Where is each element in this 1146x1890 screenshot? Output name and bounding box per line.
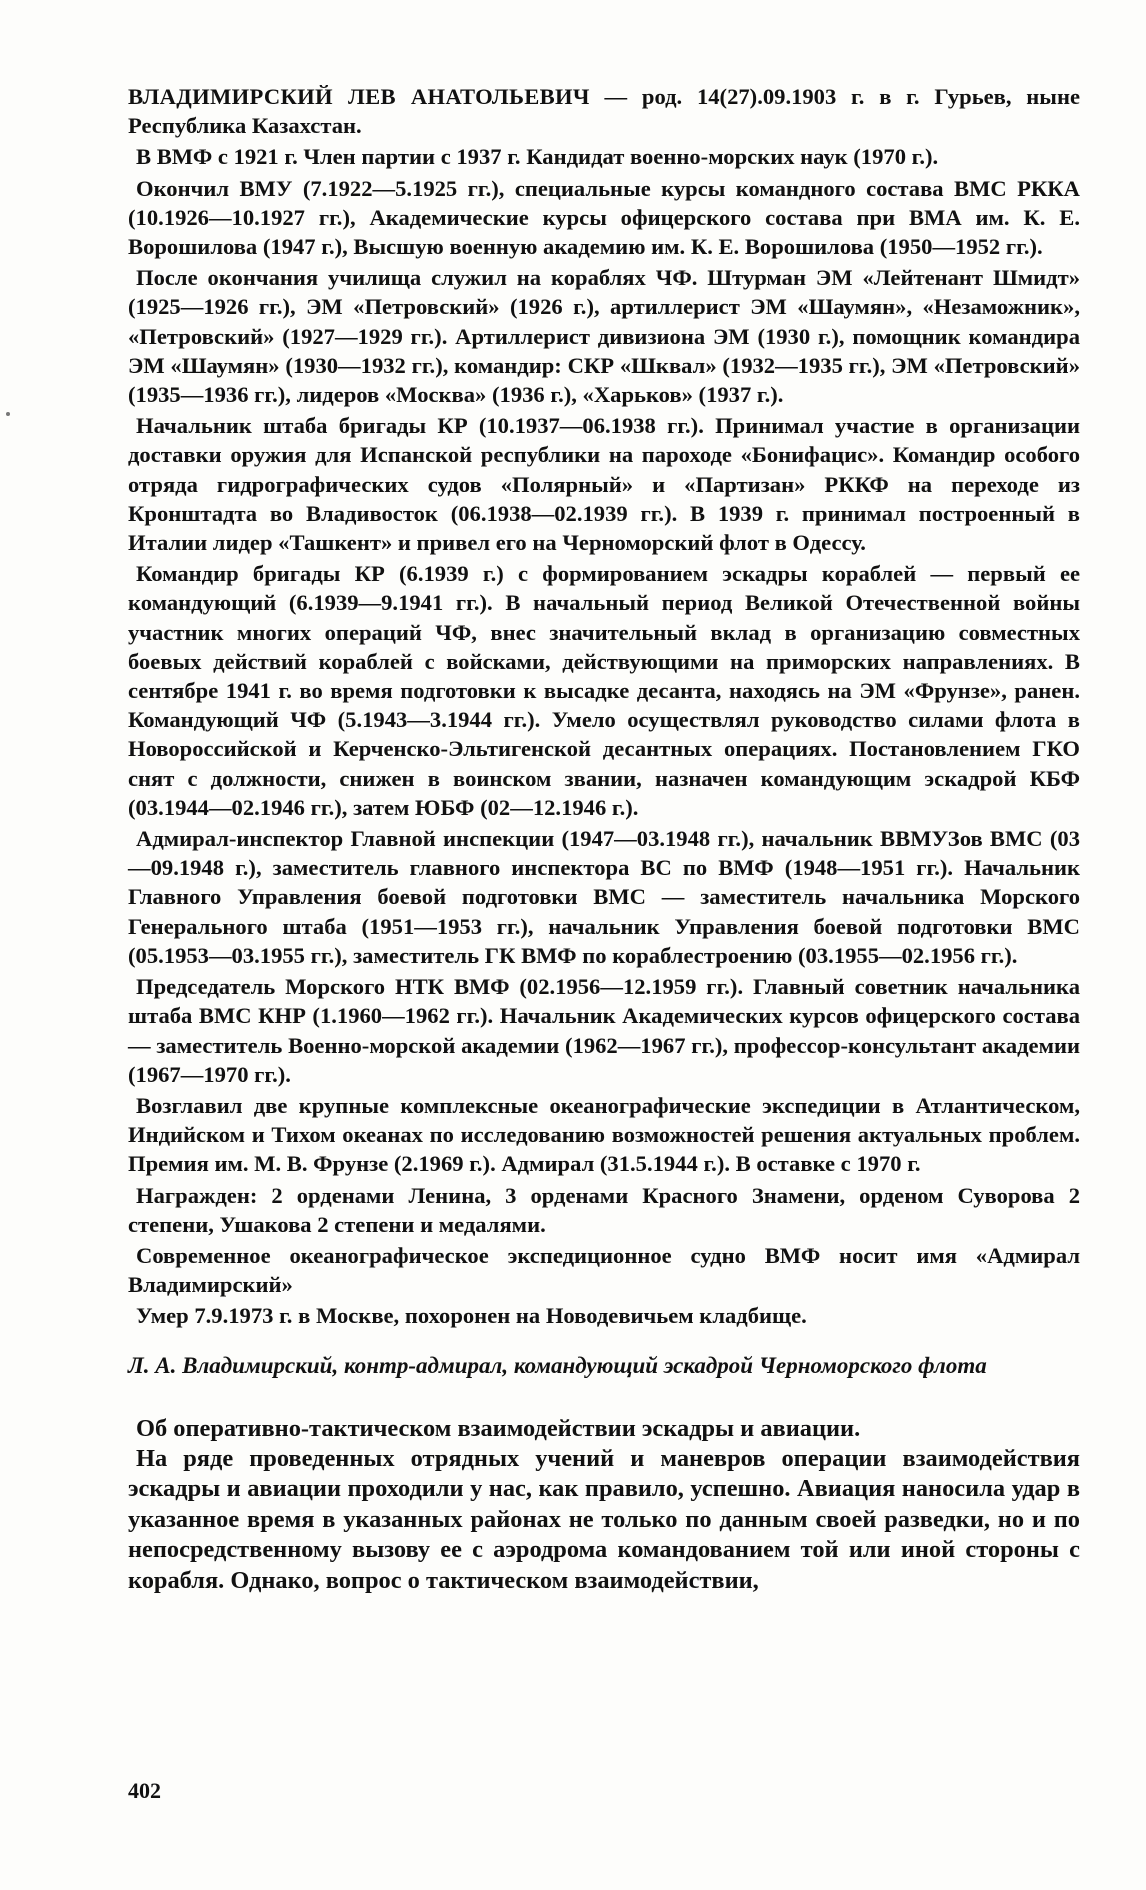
biography-entry [128,82,1080,1331]
paragraph-education: Окончил ВМУ (7.1922—5.1925 гг.), специальные курсы командного состава ВМС РККА (10.1926—10.1927 гг.), Академические курсы офицерского состава при ВМА им. К. Е. Ворошилова (1947 г.), Высшую военную академию им. К. Е. Ворошилова (1950—1952 гг.). [128,175,1080,260]
print-speck [6,412,10,416]
paragraph-war-years: Командир бригады КР (6.1939 г.) с формированием эскадры кораблей — первый ее командующий (6.1939—9.1941 гг.). В начальный период Великой Отечественной войны участник многих операций ЧФ, внес значительный вклад в организацию совместных боевых действий кораблей с войсками, действующими на приморских направлениях. В сентябре 1941 г. во время подготовки к высадке десанта, находясь на ЭМ «Фрунзе», ранен. Командующий ЧФ (5.1943—3.1944 гг.). Умело осуществлял руководство силами флота в Новороссийской и Керченско-Эльтигенской десантных операциях. Постановлением ГКО снят с должности, снижен в воинском звании, назначен командующим эскадрой КБФ (03.1944—02.1946 гг.), затем ЮБФ (02—12.1946 г.). [128,561,1080,820]
paragraph-postwar: Адмирал-инспектор Главной инспекции (1947—03.1948 гг.), начальник ВВМУЗов ВМС (03—09.1948 г.), заместитель главного инспектора ВС по ВМФ (1948—1951 гг.). Начальник Главного Управления боевой подготовки ВМС — заместитель начальника Морского Генерального штаба (1951—1953 гг.), начальник Управления боевой подготовки ВМС (05.1953—03.1955 гг.), заместитель ГК ВМФ по кораблестроению (03.1955—02.1956 гг.). [128,826,1080,968]
paragraph-chief-of-staff: Начальник штаба бригады КР (10.1937—06.1938 гг.). Принимал участие в организации доставки оружия для Испанской республики на пароходе «Бонифацис». Командир особого отряда гидрографических судов «Полярный» и «Партизан» РККФ на переходе из Кронштадта во Владивосток (06.1938—02.1939 гг.). В 1939 г. принимал построенный в Италии лидер «Ташкент» и привел его на Черноморский флот в Одессу. [128,413,1080,556]
page-number: 402 [128,1778,161,1803]
biography-heading [128,82,1080,140]
paragraph-ntk: Председатель Морского НТК ВМФ (02.1956—12.1959 гг.). Главный советник начальника штаба ВМС КНР (1.1960—1962 гг.). Начальник Академических курсов офицерского состава — заместитель Военно-морской академии (1962—1967 гг.), профессор-консультант академии (1967—1970 гг.). [128,974,1080,1087]
text-column [128,82,1080,1596]
paragraph-service-start: В ВМФ с 1921 г. Член партии с 1937 г. Кандидат военно-морских наук (1970 г.). [136,144,939,170]
paragraph-expeditions: Возглавил две крупные комплексные океанографические экспедиции в Атлантическом, Индийском и Тихом океанах по исследованию возможностей решения актуальных проблем. Премия им. М. В. Фрунзе (2.1969 г.). Адмирал (31.5.1944 г.). В оставке с 1970 г. [128,1092,1080,1177]
birth-info: — род. 14(27).09.1903 г. в г. Гурьев, ныне Республика Казахстан. [128,84,1080,139]
person-name: ВЛАДИМИРСКИЙ ЛЕВ АНАТОЛЬЕВИЧ [128,84,590,109]
paragraph-awards: Награжден: 2 орденами Ленина, 3 орденами Красного Знамени, орденом Суворова 2 степени, Ушакова 2 степени и медалями. [128,1182,1080,1237]
speech-section [128,1414,1080,1596]
paragraph-early-service: После окончания училища служил на кораблях ЧФ. Штурман ЭМ «Лейтенант Шмидт» (1925—1926 гг.), ЭМ «Петровский» (1926 г.), артиллерист ЭМ «Шаумян», «Незаможник», «Петровский» (1927—1929 гг.). Артиллерист дивизиона ЭМ (1930 г.), помощник командира ЭМ «Шаумян» (1930—1932 гг.), командир: СКР «Шквал» (1932—1935 гг.), ЭМ «Петровский» (1935—1936 гг.), лидеров «Москва» (1936 г.), «Харьков» (1937 г.). [128,265,1080,408]
paragraph-ship-named: Современное океанографическое экспедиционное судно ВМФ носит имя «Адмирал Владимирский» [128,1242,1080,1298]
author-caption: Л. А. Владимирский, контр-адмирал, командующий эскадрой Черноморского флота [128,1352,987,1378]
paragraph-death: Умер 7.9.1973 г. в Москве, похоронен на Новодевичьем кладбище. [136,1303,807,1329]
speech-title: Об оперативно-тактическом взаимодействии эскадры и авиации. [136,1414,861,1442]
speech-paragraph: На ряде проведенных отрядных учений и маневров операции взаимодействия эскадры и авиации проходили у нас, как правило, успешно. Авиация наносила удар в указанное время в указанных районах не только по данным своей разведки, но и по непосредственному вызову ее с аэродрома командованием той или иной стороны с корабля. Однако, вопрос о тактическом взаимодействии, [128,1444,1080,1594]
